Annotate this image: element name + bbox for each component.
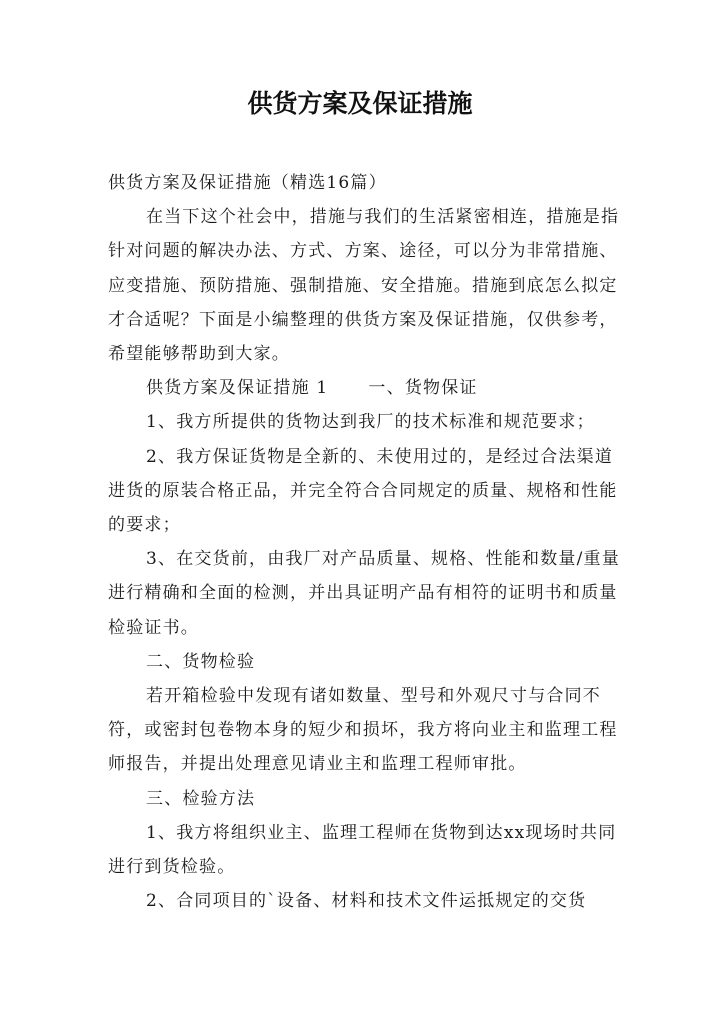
section-subheading: 一、货物保证 <box>368 378 478 399</box>
document-body <box>108 166 628 918</box>
document-title: 供货方案及保证措施 <box>247 89 473 118</box>
paragraph-item-3: 3、在交货前，由我厂对产品质量、规格、性能和数量/重量进行精确和全面的检测，并出具证明产品有相符的证明书和质量检验证书。 <box>108 549 620 638</box>
heading-inspection-method: 三、检验方法 <box>146 788 256 809</box>
paragraph-method-2: 2、合同项目的`设备、材料和技术文件运抵规定的交货 <box>146 891 587 912</box>
paragraph-item-2: 2、我方保证货物是全新的、未使用过的，是经过合法渠道进货的原装合格正品，并完全符合合同规定的质量、规格和性能的要求； <box>108 446 618 536</box>
heading-goods-inspection: 二、货物检验 <box>146 651 256 672</box>
paragraph-item-1: 1、我方所提供的货物达到我厂的技术标准和规范要求； <box>146 412 595 433</box>
paragraph-inspection: 若开箱检验中发现有诸如数量、型号和外观尺寸与合同不符，或密封包卷物本身的短少和损坏，我方将向业主和监理工程师报告，并提出处理意见请业主和监理工程师审批。 <box>108 686 618 775</box>
document-subtitle: 供货方案及保证措施（精选16篇） <box>108 173 387 193</box>
intro-paragraph: 在当下这个社会中，措施与我们的生活紧密相连，措施是指针对问题的解决办法、方式、方案、途径，可以分为非常措施、应变措施、预防措施、强制措施、安全措施。措施到底怎么拟定才合适呢？下面是小编整理的供货方案及保证措施，仅供参考，希望能够帮助到大家。 <box>108 207 620 365</box>
section-heading: 供货方案及保证措施 1 <box>146 378 329 399</box>
section-heading-line <box>108 371 628 405</box>
paragraph-method-1: 1、我方将组织业主、监理工程师在货物到达xx现场时共同进行到货检验。 <box>108 822 617 878</box>
